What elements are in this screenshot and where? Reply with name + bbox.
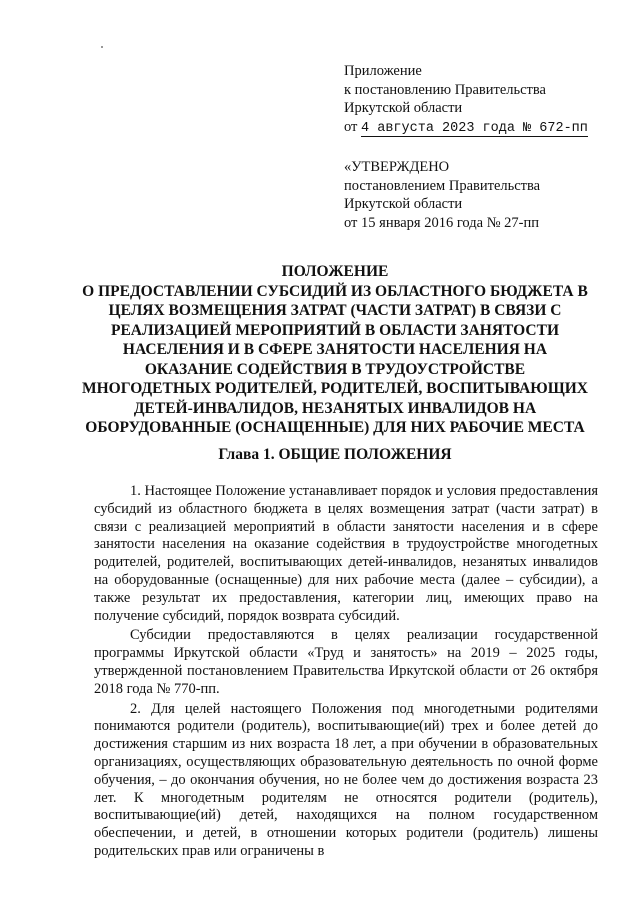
title-line: О ПРЕДОСТАВЛЕНИИ СУБСИДИЙ ИЗ ОБЛАСТНОГО БЮДЖЕТА В: [82, 282, 588, 300]
title-line: ОБОРУДОВАННЫЕ (ОСНАЩЕННЫЕ) ДЛЯ НИХ РАБОЧИЕ МЕСТА: [85, 419, 585, 436]
document-title: [70, 262, 600, 438]
appendix-date-prefix: от: [344, 118, 362, 135]
appendix-date-line: [344, 118, 614, 139]
approved-line-2: постановлением Правительства: [344, 177, 541, 194]
body-text: [94, 483, 598, 861]
chapter-heading: Глава 1. ОБЩИЕ ПОЛОЖЕНИЯ: [218, 446, 452, 463]
paragraph: 1. Настоящее Положение устанавливает порядок и условия предоставления субсидий из областного бюджета в целях возмещения затрат (части затрат) в связи с реализацией мероприятий в области занятости населения и в сфере занятости населения на оказание содействия в трудоустройстве многодетных родителей, родителей, воспитывающих детей-инвалидов, незанятых инвалидов на оборудованные (оснащенные) для них рабочие места (далее – субсидии), а также результат их предоставления, категории лиц, имеющих право на получение субсидий, порядок возврата субсидий.: [94, 483, 598, 624]
approved-line-4: от 15 января 2016 года № 27-пп: [344, 214, 539, 231]
title-line: НАСЕЛЕНИЯ И В СФЕРЕ ЗАНЯТОСТИ НАСЕЛЕНИЯ НА: [122, 341, 548, 358]
approved-stamp-block: [344, 158, 614, 232]
title-line: РЕАЛИЗАЦИЕЙ МЕРОПРИЯТИЙ В ОБЛАСТИ ЗАНЯТОСТИ: [110, 321, 560, 339]
appendix-header: [344, 62, 614, 138]
title-line: ОКАЗАНИЕ СОДЕЙСТВИЯ В ТРУДОУСТРОЙСТВЕ: [144, 360, 526, 378]
scan-speck: [101, 46, 103, 48]
appendix-line-3: Иркутской области: [344, 100, 463, 116]
paragraph: 2. Для целей настоящего Положения под многодетными родителями понимаются родители (родитель), воспитывающие(ий) трех и более детей до достижения старшим из них возраста 18 лет, а при обучении в образовательных организациях, осуществляющих образовательную деятельность по очной форме обучения, – до окончания обучения, но не более чем до достижения возраста 23 лет. К многодетным родителям не относятся родители (родитель), воспитывающие(ий) детей, находящихся на полном государственном обеспечении, и детей, в отношении которых родители (родитель) лишены родительских прав или ограничены в: [94, 700, 598, 859]
paragraph: Субсидии предоставляются в целях реализации государственной программы Иркутской области «Труд и занятость» на 2019 – 2025 годы, утвержденной постановлением Правительства Иркутской области от 26 октября 2018 года № 770-пп.: [94, 627, 598, 697]
title-line: МНОГОДЕТНЫХ РОДИТЕЛЕЙ, РОДИТЕЛЕЙ, ВОСПИТЫВАЮЩИХ: [81, 380, 588, 397]
approved-line-1: «УТВЕРЖДЕНО: [344, 159, 450, 175]
title-line: ПОЛОЖЕНИЕ: [281, 263, 389, 280]
appendix-line-1: Приложение: [344, 63, 422, 79]
appendix-date-number: 4 августа 2023 года № 672-пп: [361, 120, 588, 136]
approved-line-3: Иркутской области: [344, 196, 463, 212]
title-line: ЦЕЛЯХ ВОЗМЕЩЕНИЯ ЗАТРАТ (ЧАСТИ ЗАТРАТ) В СВЯЗИ С: [108, 302, 562, 319]
title-line: ДЕТЕЙ-ИНВАЛИДОВ, НЕЗАНЯТЫХ ИНВАЛИДОВ НА: [133, 399, 537, 417]
appendix-line-2: к постановлению Правительства: [344, 81, 546, 98]
